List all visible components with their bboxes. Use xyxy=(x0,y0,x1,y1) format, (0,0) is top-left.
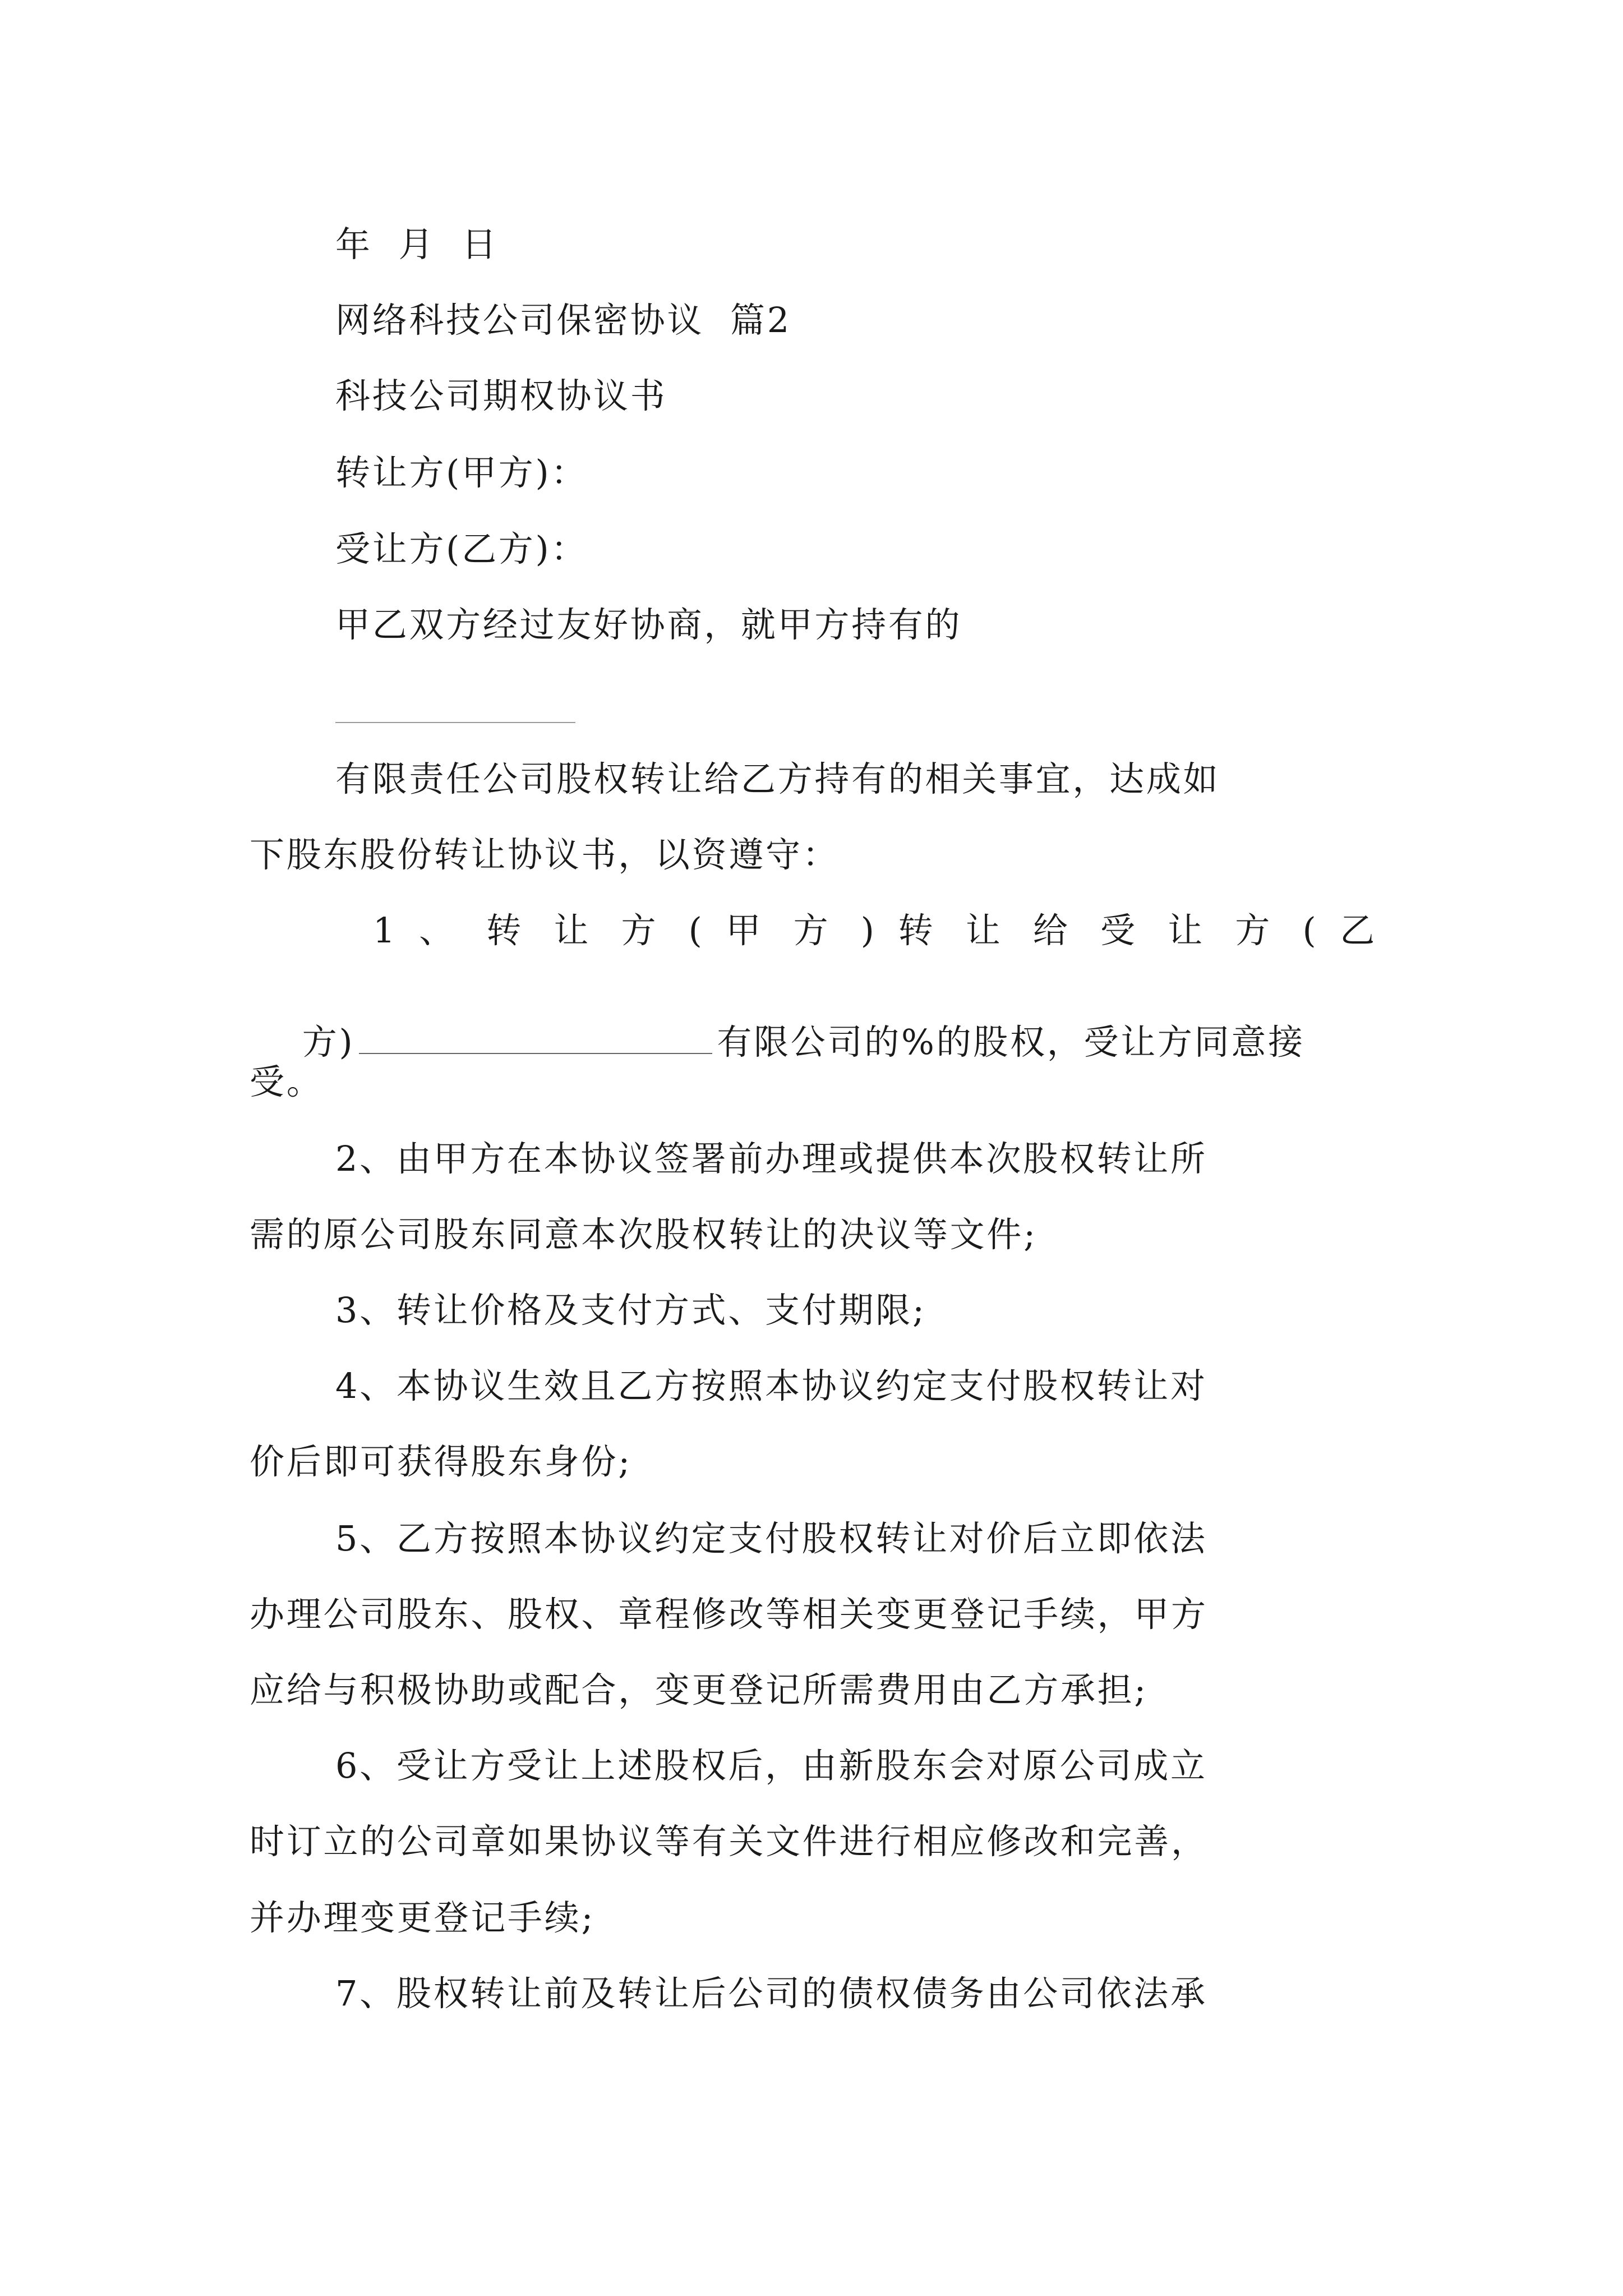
paragraph-1-line-3: 受。 xyxy=(250,1061,324,1102)
paragraph-4-line-2: 价后即可获得股东身份; xyxy=(250,1441,632,1482)
paragraph-1-line-2 xyxy=(250,989,1305,1094)
paragraph-2-line-1: 2、由甲方在本协议签署前办理或提供本次股权转让所 xyxy=(335,1138,1207,1179)
paragraph-3-line-1: 3、转让价格及支付方式、支付期限; xyxy=(335,1290,926,1331)
paragraph-1-prefix: 方) xyxy=(302,1022,355,1062)
transferee-line: 受让方(乙方)： xyxy=(335,528,588,569)
paragraph-1-suffix: 有限公司的%的股权，受让方同意接 xyxy=(717,1022,1305,1062)
paragraph-5-line-3: 应给与积极协助或配合，变更登记所需费用由乙方承担; xyxy=(250,1669,1148,1710)
paragraph-1-line-1: 1 、 转 让 方 ( 甲 方 ) 转 让 给 受 让 方 ( 乙 xyxy=(373,910,1377,951)
document-title: 网络科技公司保密协议 篇2 xyxy=(335,300,791,341)
paragraph-6-line-1: 6、受让方受让上述股权后，由新股东会对原公司成立 xyxy=(335,1745,1207,1786)
blank-underline xyxy=(359,1024,712,1054)
transferor-line: 转让方(甲方)： xyxy=(335,452,588,493)
paragraph-5-line-1: 5、乙方按照本协议约定支付股权转让对价后立即依法 xyxy=(335,1518,1207,1559)
paragraph-6-line-3: 并办理变更登记手续; xyxy=(250,1897,596,1938)
date-line: 年 月 日 xyxy=(335,224,499,265)
paragraph-2-line-2: 需的原公司股东同意本次股权转让的决议等文件; xyxy=(250,1214,1038,1255)
paragraph-6-line-2: 时订立的公司章如果协议等有关文件进行相应修改和完善， xyxy=(250,1821,1208,1862)
paragraph-7-line-1: 7、股权转让前及转让后公司的债权债务由公司依法承 xyxy=(335,1973,1207,2014)
paragraph-5-line-2: 办理公司股东、股权、章程修改等相关变更登记手续，甲方 xyxy=(250,1594,1208,1635)
paragraph-0-line-2: 下股东股份转让协议书，以资遵守： xyxy=(250,834,840,875)
fill-in-rule xyxy=(335,722,575,723)
intro-line: 甲乙双方经过友好协商，就甲方持有的 xyxy=(335,604,962,645)
paragraph-0-line-1: 有限责任公司股权转让给乙方持有的相关事宜，达成如 xyxy=(335,758,1220,799)
agreement-title: 科技公司期权协议书 xyxy=(335,375,667,416)
paragraph-4-line-1: 4、本协议生效且乙方按照本协议约定支付股权转让对 xyxy=(335,1365,1207,1406)
